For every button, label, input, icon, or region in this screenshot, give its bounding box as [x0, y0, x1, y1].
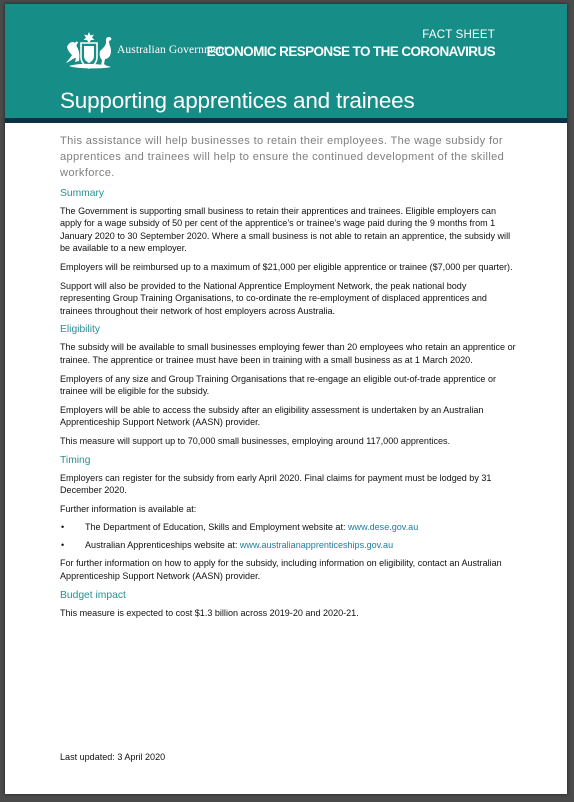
list-item-text: The Department of Education, Skills and Employment website at: — [85, 522, 348, 533]
page-title: Supporting apprentices and trainees — [60, 88, 415, 113]
eligibility-heading: Eligibility — [60, 324, 101, 336]
timing-paragraph-1: Employers can register for the subsidy from early April 2020. Final claims for payment must be lodged by 31 December 2020. — [60, 472, 492, 496]
series-title: ECONOMIC RESPONSE TO THE CORONAVIRUS — [206, 44, 495, 59]
coat-of-arms-icon — [63, 31, 115, 71]
timing-paragraph-2: Further information is available at: — [60, 503, 197, 514]
dese-website-link[interactable]: www.dese.gov.au — [348, 522, 419, 533]
summary-paragraph-2: Employers will be reimbursed up to a maximum of $21,000 per eligible apprentice or trainee ($7,000 per quarter). — [60, 261, 513, 272]
government-name: Australian Government — [117, 44, 228, 56]
eligibility-paragraph-1: The subsidy will be available to small businesses employing fewer than 20 employees who retain an apprentice or trainee. The apprentice or trainee must have been in training with a small business as at 1 March 2020. — [60, 342, 516, 365]
summary-paragraph-1: The Government is supporting small business to retain their apprentices and trainees. Eligible employers can apply for a wage subsidy of 50 per cent of the apprentice’s or trainee’s wage paid during the 9 months from 1 January 2020 to 30 September 2020. Where a small business is not able to retain an apprentice, the subsidy will be available to a new employer. — [60, 205, 511, 254]
eligibility-paragraph-2: Employers of any size and Group Training Organisations that re-engage an eligible out-of-trade apprentice or trainee will be eligible for the subsidy. — [60, 373, 497, 397]
last-updated: Last updated: 3 April 2020 — [60, 752, 166, 762]
list-item — [60, 521, 516, 534]
timing-paragraph-3: For further information on how to apply for the subsidy, including information on eligibility, contact an Australian Apprenticeship Support Network (AASN) provider. — [60, 558, 502, 582]
banner-accent-stripe — [5, 118, 567, 123]
list-item — [60, 539, 516, 552]
eligibility-paragraph-4: This measure will support up to 70,000 small businesses, employing around 117,000 apprentices. — [60, 435, 451, 446]
doc-type-label: FACT SHEET — [422, 29, 495, 41]
bullet-icon: • — [61, 539, 65, 550]
intro-paragraph: This assistance will help businesses to retain their employees. The wage subsidy for apprentices and trainees will help to ensure the continued development of the skilled workforce. — [60, 135, 505, 180]
list-item-text: Australian Apprenticeships website at: — [85, 539, 240, 550]
bullet-icon: • — [61, 522, 65, 533]
document-body — [60, 133, 516, 625]
header-banner — [5, 4, 567, 118]
eligibility-paragraph-3: Employers will be able to access the subsidy after an eligibility assessment is undertaken by an Australian Apprenticeship Support Network (AASN) provider. — [60, 404, 484, 428]
budget-heading: Budget impact — [60, 589, 126, 601]
document-page — [5, 4, 567, 794]
apprenticeships-website-link[interactable]: www.australianapprenticeships.gov.au — [239, 539, 394, 550]
summary-paragraph-3: Support will also be provided to the National Apprentice Employment Network, the peak national body representing Group Training Organisations, to co-ordinate the re-employment of displaced apprentices and trainees throughout their network of host employers across Australia. — [60, 280, 487, 316]
summary-heading: Summary — [60, 187, 105, 199]
timing-heading: Timing — [60, 454, 91, 466]
further-info-list — [60, 521, 516, 551]
budget-paragraph: This measure is expected to cost $1.3 billion across 2019-20 and 2020-21. — [60, 607, 359, 618]
